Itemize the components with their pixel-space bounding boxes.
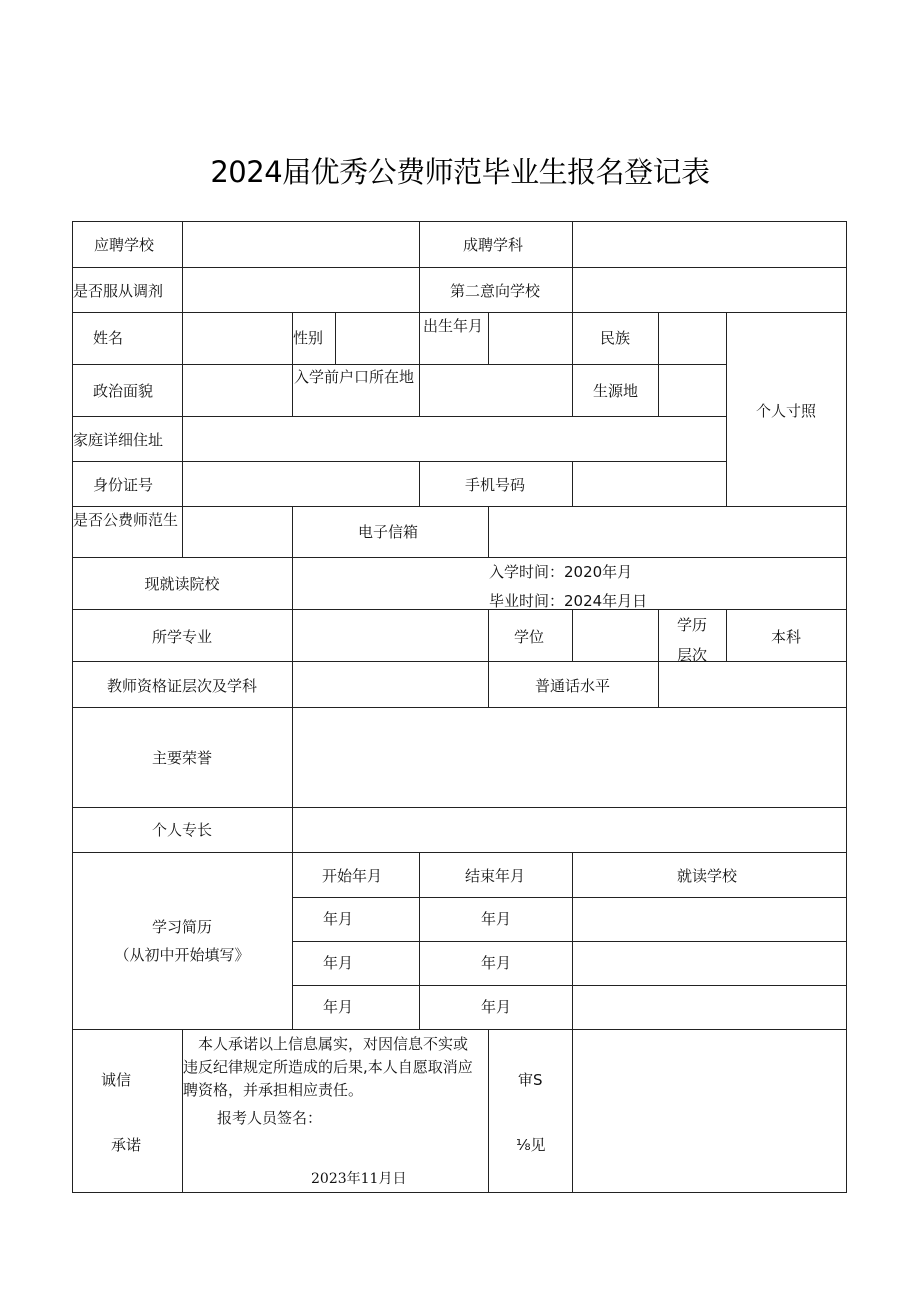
grid-line (182, 506, 183, 557)
sign-date: 2023年11月日 (311, 1171, 407, 1187)
grid-line (572, 312, 573, 416)
grid-line (419, 221, 420, 312)
label-politics: 政治面貌 (93, 382, 154, 400)
cell-start-ym: 年月 (323, 998, 354, 1016)
label-birth: 出生年月 (423, 317, 484, 335)
label-honors: 主要荣誉 (151, 749, 213, 767)
label-study-history: 学习简历 (151, 918, 213, 936)
grid-line (572, 221, 573, 312)
label-name: 姓名 (93, 329, 124, 347)
value-edu-level: 本科 (771, 628, 802, 646)
label-study-history-note: （从初中开始填写》 (114, 946, 250, 964)
label-ethnicity: 民族 (600, 329, 631, 347)
grid-line (658, 609, 659, 707)
label-hukou: 入学前户口所在地 (294, 368, 415, 386)
grid-line (72, 557, 847, 558)
label-second-school: 第二意向学校 (450, 282, 541, 300)
cell-start-ym: 年月 (323, 910, 354, 928)
grid-line (72, 609, 847, 610)
cell-end-ym: 年月 (481, 954, 512, 972)
label-mandarin: 普通话水平 (535, 677, 611, 695)
header-start-ym: 开始年月 (322, 867, 383, 885)
grid-line (658, 312, 659, 416)
grid-line (72, 807, 847, 808)
grid-line (72, 852, 847, 853)
label-gender: 性别 (293, 329, 324, 347)
label-edu-level: 学历 (677, 616, 708, 634)
cell-end-ym: 年月 (481, 998, 512, 1016)
label-photo: 个人寸照 (756, 402, 817, 420)
label-review: 审S (518, 1071, 543, 1089)
label-signature: 报考人员签名： (217, 1109, 323, 1127)
grid-line (292, 506, 293, 852)
label-specialty: 个人专长 (151, 821, 213, 839)
grid-line (292, 897, 847, 898)
label-edu-level-cont: 层次 (677, 646, 708, 664)
grid-line (726, 312, 727, 506)
grid-line (572, 609, 573, 661)
label-accept-transfer: 是否服从调剂 (73, 282, 164, 300)
label-phone: 手机号码 (465, 476, 526, 494)
grid-line (726, 609, 727, 661)
label-address: 家庭详细住址 (73, 431, 164, 449)
label-degree: 学位 (514, 628, 545, 646)
cell-end-ym: 年月 (481, 910, 512, 928)
grid-line (419, 461, 420, 506)
grid-line (72, 461, 727, 462)
grid-line (72, 1029, 847, 1030)
label-apply-subject: 成聘学科 (463, 236, 524, 254)
grid-line (419, 312, 420, 416)
grid-line (72, 364, 727, 365)
label-grad-time: 毕业时间：2024年月日 (489, 592, 648, 610)
grid-line (572, 852, 573, 1029)
label-enroll-time: 入学时间：2020年月 (489, 563, 633, 581)
grid-line (292, 985, 847, 986)
label-origin: 生源地 (593, 382, 639, 400)
grid-line (72, 267, 847, 268)
grid-line (72, 506, 847, 507)
label-major: 所学专业 (151, 628, 213, 646)
grid-line (72, 416, 727, 417)
grid-line (488, 506, 489, 557)
grid-line (182, 1029, 183, 1193)
cell-start-ym: 年月 (323, 954, 354, 972)
label-is-public-funded: 是否公费师范生 (73, 511, 179, 529)
grid-line (488, 312, 489, 364)
grid-line (488, 609, 489, 707)
grid-line (572, 461, 573, 506)
header-school-attended: 就读学校 (677, 867, 738, 885)
pledge-line-2: 违反纪律规定所造成的后果,本人自愿取消应 (183, 1058, 473, 1076)
grid-line (419, 852, 420, 1029)
label-review-opinion: ⅛见 (516, 1136, 546, 1154)
grid-line (182, 221, 183, 506)
label-email: 电子信箱 (358, 523, 419, 541)
grid-line (72, 707, 847, 708)
grid-line (292, 312, 293, 416)
label-apply-school: 应聘学校 (94, 236, 155, 254)
grid-line (292, 852, 293, 1029)
pledge-line-3: 聘资格，并承担相应责任。 (183, 1081, 364, 1099)
label-current-school: 现就读院校 (144, 575, 220, 593)
grid-line (292, 941, 847, 942)
header-end-ym: 结束年月 (465, 867, 526, 885)
pledge-line-1: 本人承诺以上信息属实，对因信息不实或 (198, 1035, 469, 1053)
grid-line (72, 661, 847, 662)
grid-line (488, 1029, 489, 1193)
grid-line (72, 312, 847, 313)
page-title: 2024届优秀公费师范毕业生报名登记表 (210, 155, 710, 189)
label-teacher-cert: 教师资格证层次及学科 (106, 677, 258, 695)
grid-line (335, 312, 336, 364)
label-id-number: 身份证号 (93, 476, 154, 494)
label-pledge: 承诺 (111, 1136, 142, 1154)
grid-line (572, 1029, 573, 1193)
label-integrity: 诚信 (101, 1071, 132, 1089)
